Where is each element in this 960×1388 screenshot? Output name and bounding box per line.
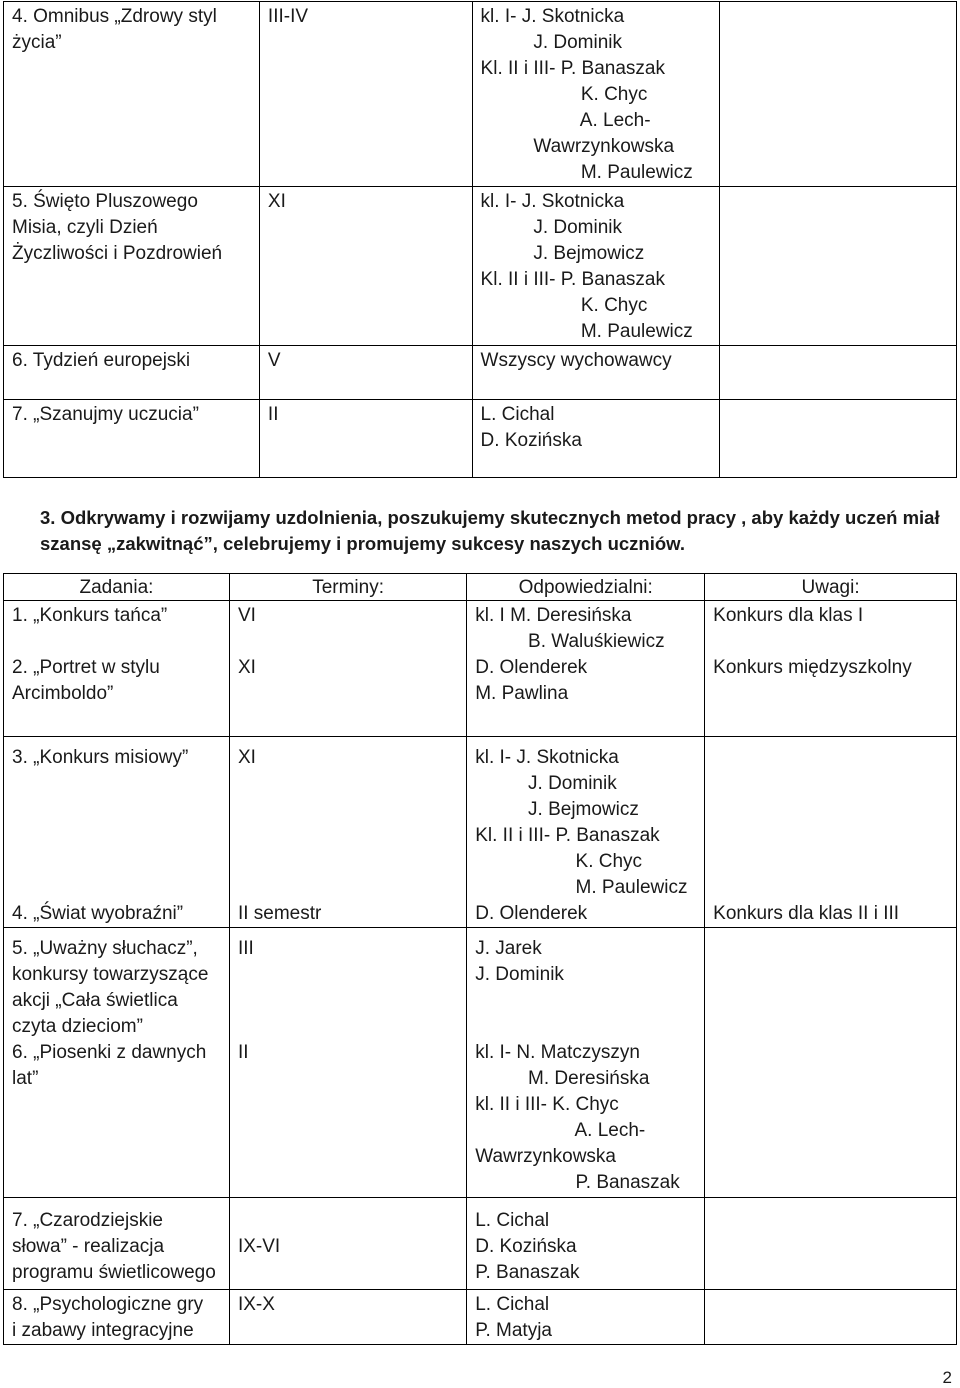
cell-line: L. Cichal [475, 1210, 550, 1231]
cell-line: D. Kozińska [475, 1236, 577, 1257]
cell-line: programu świetlicowego [12, 1262, 216, 1283]
cell-zadanie [4, 1198, 230, 1290]
cell-line: B. Waluśkiewicz [475, 631, 665, 652]
cell-termin [229, 601, 466, 737]
cell-line: L. Cichal [480, 404, 555, 425]
cell-line: i zabawy integracyjne [12, 1320, 194, 1341]
table-row [4, 737, 957, 928]
cell-line: J. Bejmowicz [480, 243, 645, 264]
cell-line: XI [237, 657, 256, 678]
cell-line [238, 797, 460, 823]
cell-line: J. Jarek [475, 938, 542, 959]
cell-line: 5. Święto Pluszowego [12, 191, 198, 212]
cell-line [713, 875, 950, 901]
header-zadania: Zadania: [79, 577, 154, 598]
cell-line [475, 988, 698, 1014]
cell-line [713, 823, 950, 849]
cell-line [238, 988, 460, 1014]
page-number: 2 [942, 1368, 952, 1387]
cell-line: Wszyscy wychowawcy [480, 350, 672, 371]
cell-termin [229, 928, 466, 1198]
cell-line [713, 745, 950, 771]
cell-line [12, 849, 223, 875]
cell-line: akcji „Cała świetlica [12, 990, 178, 1011]
cell-zadanie [4, 1290, 230, 1345]
cell-line: kl. I- J. Skotnicka [475, 747, 619, 768]
cell-line: K. Chyc [475, 851, 643, 872]
cell-line: K. Chyc [480, 84, 648, 105]
cell-zadanie [4, 928, 230, 1198]
cell-zadanie [4, 2, 260, 187]
cell-odp [467, 737, 705, 928]
cell-line: 1. „Konkurs tańca” [12, 605, 168, 626]
table-row [4, 400, 957, 478]
cell-line: Wawrzynkowska [480, 136, 675, 157]
table-row [4, 601, 957, 737]
cell-termin [259, 400, 472, 478]
cell-line: kl. II i III- K. Chyc [475, 1094, 619, 1115]
cell-line: V [267, 350, 281, 371]
table-activities-top [3, 1, 957, 478]
cell-line: 3. „Konkurs misiowy” [12, 747, 189, 768]
cell-odp [467, 601, 705, 737]
cell-line [238, 1208, 460, 1234]
cell-line: 7. „Szanujmy uczucia” [12, 404, 199, 425]
cell-line [12, 629, 223, 655]
cell-zadanie [4, 187, 260, 346]
cell-line [12, 875, 223, 901]
cell-line: J. Dominik [480, 217, 623, 238]
cell-line: 6. „Piosenki z dawnych [12, 1042, 207, 1063]
cell-termin [259, 2, 472, 187]
cell-line [713, 629, 950, 655]
heading-line-2: szansę „zakwitnąć”, celebrujemy i promujemy sukcesy naszych uczniów. [40, 533, 686, 554]
cell-odp [467, 1198, 705, 1290]
cell-line [238, 875, 460, 901]
cell-line [713, 771, 950, 797]
cell-line: III-IV [267, 6, 309, 27]
cell-line: M. Paulewicz [480, 321, 693, 342]
heading-line-1: 3. Odkrywamy i rozwijamy uzdolnienia, poszukujemy skutecznych metod pracy , aby każdy uczeń miał [40, 507, 940, 528]
cell-termin [259, 187, 472, 346]
cell-line: Kl. II i III- P. Banaszak [480, 269, 665, 290]
cell-termin [259, 346, 472, 400]
cell-line: IX-X [237, 1294, 275, 1315]
cell-odp [472, 2, 719, 187]
cell-termin [229, 737, 466, 928]
cell-line: Życzliwości i Pozdrowień [12, 243, 223, 264]
cell-line [238, 629, 460, 655]
cell-uwagi [719, 2, 957, 187]
cell-line: życia” [12, 32, 62, 53]
cell-line: 6. Tydzień europejski [12, 350, 191, 371]
cell-line: D. Olenderek [475, 903, 588, 924]
cell-odp [472, 400, 719, 478]
cell-line: kl. I- J. Skotnicka [480, 6, 625, 27]
table-row [4, 346, 957, 400]
cell-uwagi [705, 928, 957, 1198]
cell-line: M. Pawlina [475, 683, 569, 704]
cell-line [238, 962, 460, 988]
cell-line: A. Lech- [475, 1120, 646, 1141]
cell-line: L. Cichal [475, 1294, 550, 1315]
cell-line: II semestr [237, 903, 322, 924]
cell-line: Konkurs międzyszkolny [713, 657, 912, 678]
cell-odp [467, 928, 705, 1198]
cell-line: J. Dominik [480, 32, 623, 53]
cell-odp [472, 346, 719, 400]
header-uwagi: Uwagi: [801, 577, 860, 598]
cell-line: Konkurs dla klas II i III [713, 903, 900, 924]
cell-line: II [267, 404, 279, 425]
cell-zadanie [4, 601, 230, 737]
cell-uwagi [719, 346, 957, 400]
cell-line: lat” [12, 1068, 39, 1089]
header-odpowiedzialni: Odpowiedzialni: [518, 577, 653, 598]
cell-line: konkursy towarzyszące [12, 964, 209, 985]
cell-line: 4. Omnibus „Zdrowy styl [12, 6, 217, 27]
cell-line: J. Bejmowicz [475, 799, 639, 820]
cell-line: 7. „Czarodziejskie [12, 1210, 163, 1231]
cell-line [713, 849, 950, 875]
cell-uwagi [719, 400, 957, 478]
cell-line: 5. „Uważny słuchacz”, [12, 938, 198, 959]
cell-line: XI [237, 747, 256, 768]
cell-line: Wawrzynkowska [475, 1146, 616, 1167]
cell-uwagi [705, 1290, 957, 1345]
cell-line: 2. „Portret w stylu [12, 657, 160, 678]
cell-line [12, 771, 223, 797]
cell-odp [467, 1290, 705, 1345]
header-terminy: Terminy: [312, 577, 384, 598]
cell-line: czyta dzieciom” [12, 1016, 143, 1037]
cell-line: A. Lech- [480, 110, 651, 131]
cell-zadanie [4, 737, 230, 928]
cell-line: słowa” - realizacja [12, 1236, 165, 1257]
cell-termin [229, 1290, 466, 1345]
cell-line: Misia, czyli Dzień [12, 217, 158, 238]
cell-line: P. Banaszak [475, 1262, 580, 1283]
cell-line [238, 849, 460, 875]
table-row [4, 2, 957, 187]
cell-zadanie [4, 346, 260, 400]
table-section-3 [3, 573, 957, 1345]
cell-line: Arcimboldo” [12, 683, 114, 704]
cell-uwagi [705, 1198, 957, 1290]
cell-zadanie [4, 400, 260, 478]
table-row [4, 1198, 957, 1290]
cell-line: D. Kozińska [480, 430, 582, 451]
cell-line: J. Dominik [475, 964, 564, 985]
cell-line: Konkurs dla klas I [713, 605, 864, 626]
cell-line: 4. „Świat wyobraźni” [12, 903, 184, 924]
cell-line [238, 823, 460, 849]
cell-line: Kl. II i III- P. Banaszak [475, 825, 660, 846]
section-3-heading [40, 505, 950, 557]
cell-line: IX-VI [237, 1236, 281, 1257]
cell-line: III [237, 938, 254, 959]
table-row [4, 928, 957, 1198]
table-row [4, 1290, 957, 1345]
cell-line: 8. „Psychologiczne gry [12, 1294, 204, 1315]
cell-line: D. Olenderek [475, 657, 588, 678]
cell-line [12, 823, 223, 849]
cell-line: kl. I M. Deresińska [475, 605, 632, 626]
cell-line: J. Dominik [475, 773, 617, 794]
table-row [4, 187, 957, 346]
cell-line [238, 771, 460, 797]
cell-uwagi [719, 187, 957, 346]
cell-line: K. Chyc [480, 295, 648, 316]
cell-line: II [237, 1042, 249, 1063]
cell-line: P. Banaszak [475, 1172, 680, 1193]
cell-uwagi [705, 737, 957, 928]
cell-line: M. Paulewicz [480, 162, 693, 183]
cell-line: kl. I- J. Skotnicka [480, 191, 625, 212]
cell-line [713, 797, 950, 823]
cell-line: M. Deresińska [475, 1068, 650, 1089]
cell-line: Kl. II i III- P. Banaszak [480, 58, 665, 79]
cell-line [238, 1014, 460, 1040]
cell-line: M. Paulewicz [475, 877, 688, 898]
cell-line [12, 797, 223, 823]
cell-line: P. Matyja [475, 1320, 552, 1341]
cell-line: VI [237, 605, 256, 626]
cell-uwagi [705, 601, 957, 737]
cell-termin [229, 1198, 466, 1290]
table-header-row [4, 574, 957, 601]
cell-odp [472, 187, 719, 346]
cell-line: XI [267, 191, 286, 212]
cell-line: kl. I- N. Matczyszyn [475, 1042, 640, 1063]
cell-line [475, 1014, 698, 1040]
